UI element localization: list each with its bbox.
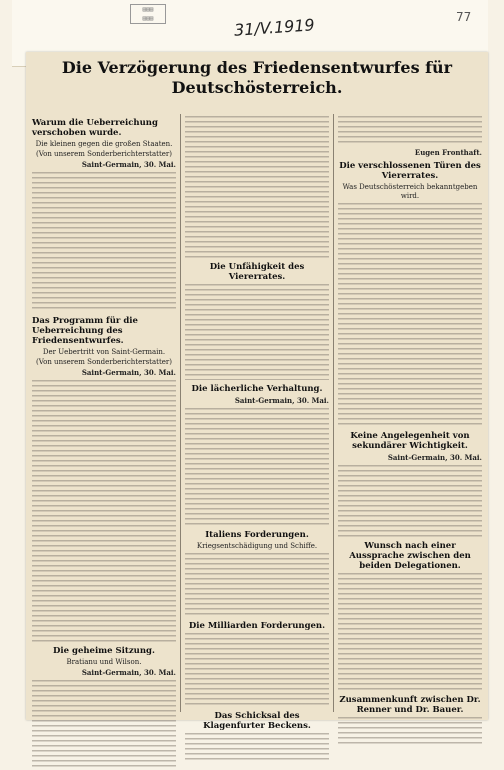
- section-subheading: Kriegsentschädigung und Schiffe.: [196, 542, 318, 550]
- handwritten-date: 31/V.1919: [233, 15, 316, 40]
- text-block: [338, 116, 482, 146]
- archive-stamp: ▤▤▤ ▤▤▤: [130, 4, 166, 24]
- column-2: [185, 114, 329, 731]
- text-block: [185, 733, 329, 763]
- section-heading: Die verschlossenen Türen des Viererrates.: [339, 161, 481, 181]
- text-block: [32, 172, 176, 312]
- section-heading: Die geheime Sitzung.: [53, 646, 155, 656]
- dateline: Saint-Germain, 30. Mai.: [234, 396, 329, 405]
- column-1: [32, 114, 176, 712]
- section-heading: Wunsch nach einer Aussprache zwischen den beiden Delegationen.: [349, 541, 471, 571]
- dateline: Saint-Germain, 30. Mai.: [387, 453, 482, 462]
- dateline: Saint-Germain, 30. Mai.: [81, 368, 176, 377]
- author-signature: Eugen Fronthaft.: [414, 148, 482, 157]
- section-subheading: Was Deutschösterreich bekanntgeben wird.: [342, 183, 478, 200]
- text-block: [338, 203, 482, 427]
- text-block: [338, 717, 482, 747]
- section-heading: Die lächerliche Verhaltung.: [191, 384, 323, 394]
- section-heading: Das Schicksal des Klagenfurter Beckens.: [203, 711, 311, 731]
- margin-number: 77: [456, 10, 472, 24]
- text-block: [32, 680, 176, 770]
- column-rule: [333, 114, 334, 712]
- section-source: (Von unserem Sonderberichterstatter): [35, 150, 173, 158]
- section-subheading: Die kleinen gegen die großen Staaten.: [35, 140, 173, 148]
- article-headline: Die Verzögerung des Friedensentwurfes für Deutschösterreich.: [61, 58, 453, 97]
- text-block: [185, 408, 329, 526]
- text-block: [185, 284, 329, 380]
- text-block: [338, 465, 482, 537]
- column-3: [338, 114, 482, 715]
- section-heading: Das Programm für die Ueberreichung des Friedensentwurfes.: [32, 316, 138, 346]
- text-block: [185, 553, 329, 617]
- dateline: Saint-Germain, 30. Mai.: [81, 668, 176, 677]
- section-heading: Warum die Ueberreichung verschoben wurde.: [32, 118, 158, 138]
- section-subheading: Bratianu und Wilson.: [66, 658, 142, 666]
- newspaper-clipping: [26, 52, 488, 731]
- text-block: [185, 116, 329, 258]
- dateline: Saint-Germain, 30. Mai.: [81, 160, 176, 169]
- text-block: [338, 573, 482, 691]
- column-rule: [180, 114, 181, 712]
- section-heading: Italiens Forderungen.: [205, 530, 309, 540]
- section-subheading: Der Uebertritt von Saint-Germain.: [42, 348, 166, 356]
- section-heading: Die Milliarden Forderungen.: [188, 621, 326, 631]
- text-block: [185, 633, 329, 707]
- section-heading: Zusammenkunft zwischen Dr. Renner und Dr. Bauer.: [339, 695, 481, 715]
- section-heading: Die Unfähigkeit des Viererrates.: [209, 262, 305, 282]
- section-source: (Von unserem Sonderberichterstatter): [35, 358, 173, 366]
- text-block: [32, 380, 176, 642]
- section-heading: Keine Angelegenheit von sekundärer Wichtigkeit.: [350, 431, 470, 451]
